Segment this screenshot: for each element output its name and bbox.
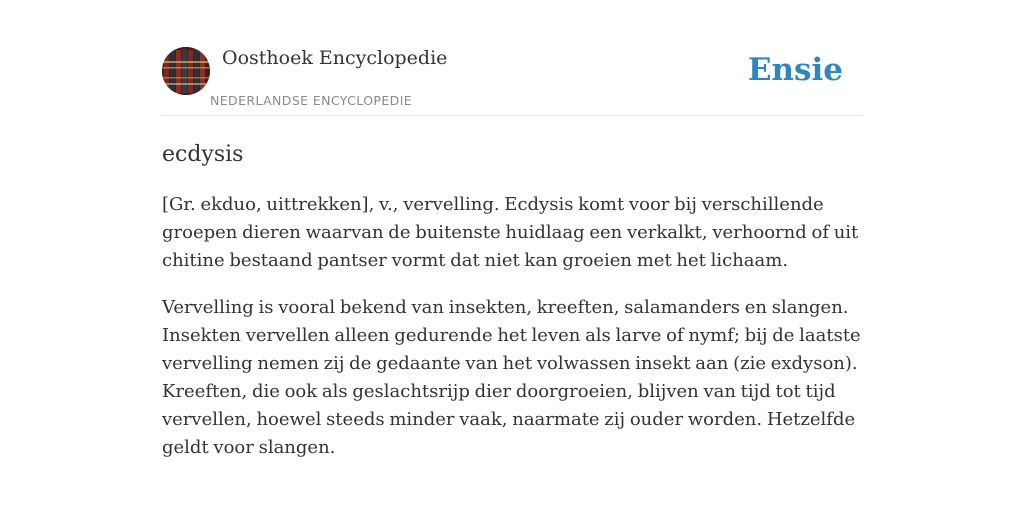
entry-term: ecdysis bbox=[162, 142, 244, 167]
entry-paragraph-1: [Gr. ekduo, uittrekken], v., vervelling. Ecdysis komt voor bij verschillende groepen dieren waarvan de buitenste huidlaag een verkalkt, verhoornd of uit chitine bestaand pantser vormt dat niet kan groeien met het lichaam. bbox=[162, 194, 859, 271]
source-avatar[interactable] bbox=[162, 47, 210, 95]
brand-logo[interactable]: Ensie bbox=[747, 52, 843, 88]
entry-paragraph-2: Vervelling is vooral bekend van insekten, kreeften, salamanders en slangen. Insekten vervellen alleen gedurende het leven als larve of nymf; bij de laatste vervelling nemen zij de gedaante van het volwassen insekt aan (zie exdyson). Kreeften, die ook als geslachtsrijp dier doorgroeien, blijven van tijd tot tijd vervellen, hoewel steeds minder vaak, naarmate zij ouder worden. Hetzelfde geldt voor slangen. bbox=[162, 297, 861, 458]
source-header bbox=[162, 46, 862, 116]
source-title[interactable]: Oosthoek Encyclopedie bbox=[222, 47, 448, 69]
source-subtitle: NEDERLANDSE ENCYCLOPEDIE bbox=[210, 93, 413, 108]
entry-card bbox=[162, 46, 862, 462]
book-spines-icon bbox=[162, 47, 210, 95]
